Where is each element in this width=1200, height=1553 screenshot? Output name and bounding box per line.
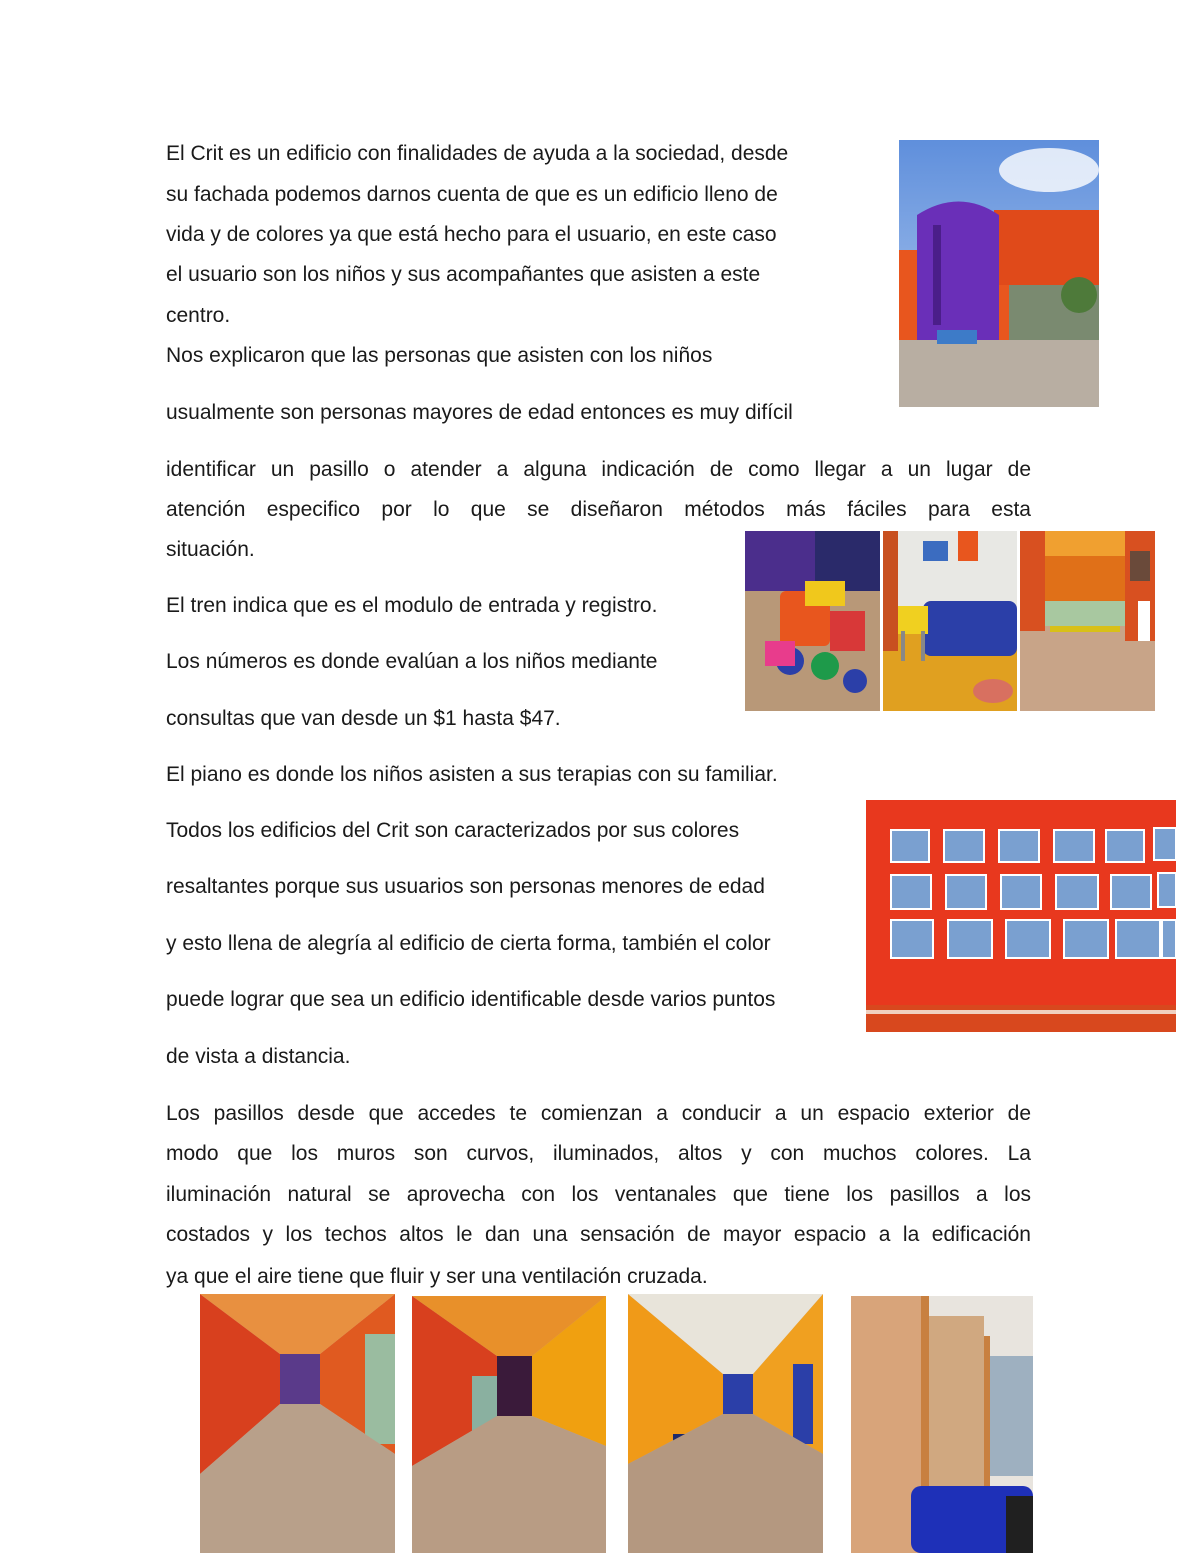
paragraph-line: vida y de colores ya que está hecho para el usuario, en este caso <box>166 223 777 246</box>
hallway-photo-2 <box>412 1296 606 1553</box>
paragraph-line: de vista a distancia. <box>166 1045 351 1068</box>
hallway-photo-3 <box>628 1294 823 1553</box>
paragraph-line: puede lograr que sea un edificio identificable desde varios puntos <box>166 988 776 1011</box>
paragraph-line: resaltantes porque sus usuarios son personas menores de edad <box>166 875 765 898</box>
paragraph-line: y esto llena de alegría al edificio de cierta forma, también el color <box>166 932 771 955</box>
frames-wall-photo <box>866 800 1176 1032</box>
justified-line: Los pasillos desde que accedes te comienzan a conducir a un espacio exterior de <box>166 1102 1031 1125</box>
paragraph-line: Nos explicaron que las personas que asisten con los niños <box>166 344 713 367</box>
hallway-photo-1 <box>200 1294 395 1553</box>
paragraph-line: centro. <box>166 304 231 327</box>
paragraph-line: Los números es donde evalúan a los niños mediante <box>166 650 658 673</box>
facade-photo <box>899 140 1099 407</box>
orange-hall-photo <box>1020 531 1155 711</box>
train-photo <box>745 531 880 711</box>
justified-line: iluminación natural se aprovecha con los ventanales que tiene los pasillos a los <box>166 1183 1031 1206</box>
justified-line: modo que los muros son curvos, iluminados, altos y con muchos colores. La <box>166 1142 1031 1165</box>
justified-line: identificar un pasillo o atender a alguna indicación de como llegar a un lugar de <box>166 458 1031 481</box>
paragraph-line: El Crit es un edificio con finalidades de ayuda a la sociedad, desde <box>166 142 789 165</box>
paragraph-line: su fachada podemos darnos cuenta de que es un edificio lleno de <box>166 183 778 206</box>
paragraph-line: El tren indica que es el modulo de entrada y registro. <box>166 594 658 617</box>
paragraph-line: ya que el aire tiene que fluir y ser una ventilación cruzada. <box>166 1265 708 1288</box>
paragraph-line: situación. <box>166 538 255 561</box>
justified-line: costados y los techos altos le dan una sensación de mayor espacio a la edificación <box>166 1223 1031 1246</box>
justified-line: atención especifico por lo que se diseñaron métodos más fáciles para esta <box>166 498 1031 521</box>
hallway-photo-4 <box>851 1296 1033 1553</box>
paragraph-line: consultas que van desde un $1 hasta $47. <box>166 707 561 730</box>
paragraph-line: usualmente son personas mayores de edad entonces es muy difícil <box>166 401 793 424</box>
paragraph-line: El piano es donde los niños asisten a sus terapias con su familiar. <box>166 763 778 786</box>
paragraph-line: Todos los edificios del Crit son caracterizados por sus colores <box>166 819 740 842</box>
reception-photo <box>883 531 1017 711</box>
paragraph-line: el usuario son los niños y sus acompañantes que asisten a este <box>166 263 761 286</box>
